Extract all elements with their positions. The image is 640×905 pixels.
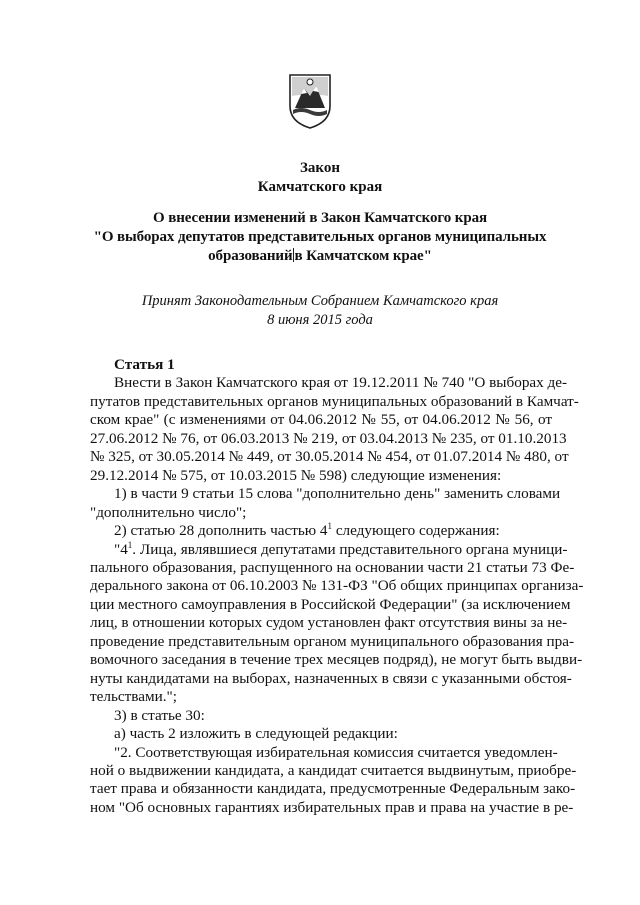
- body-line: путатов представительных органов муниципальных образований в Камчат-: [90, 392, 579, 410]
- body-line: проведение представительным органом муниципального образования пра-: [90, 632, 575, 650]
- adoption-note: [0, 292, 640, 330]
- law-word: Закон: [299, 160, 340, 176]
- body-line: 27.06.2012 № 76, от 06.03.2013 № 219, от 03.04.2013 № 235, от 01.10.2013: [90, 429, 567, 447]
- body-line: лиц, в отношении которых судом установлен факт отсутствия вины за не-: [90, 614, 568, 632]
- law-title: [0, 159, 640, 197]
- text-cursor: [293, 248, 294, 262]
- subject-line-3a: образований: [208, 248, 293, 264]
- body-line: "дополнительно число";: [90, 503, 247, 521]
- superscript: 1: [327, 521, 333, 532]
- body-line: [90, 539, 568, 559]
- body-line: нуты кандидатами на выборах, назначенных в связи с указанными обстоя-: [90, 669, 572, 687]
- body-text-part: "4: [114, 540, 128, 558]
- law-region: Камчатского края: [257, 179, 383, 195]
- body-line: ном "Об основных гарантиях избирательных прав и права на участие в ре-: [90, 798, 574, 816]
- body-line: Внести в Закон Камчатского края от 19.12.2011 № 740 "О выборах де-: [114, 374, 568, 392]
- subject-line-2: "О выборах депутатов представительных органов муниципальных: [93, 229, 547, 245]
- article-heading: Статья 1: [114, 356, 175, 373]
- body-text-part: 2) статью 28 дополнить частью 4: [114, 522, 328, 540]
- body-line: 3) в статье 30:: [114, 706, 205, 724]
- body-line: тает права и обязанности кандидата, предусмотренные Федеральным зако-: [90, 780, 576, 798]
- body-line: ции местного самоуправления в Российской Федерации" (за исключением: [90, 595, 571, 613]
- coat-of-arms-icon: [287, 72, 333, 130]
- body-text-part: следующего содержания:: [332, 522, 500, 540]
- adopted-line-1: Принят Законодательным Собранием Камчатского края: [141, 293, 499, 309]
- superscript: 1: [127, 539, 133, 550]
- subject-line-3b: в Камчатском крае": [294, 248, 432, 264]
- body-line: а) часть 2 изложить в следующей редакции:: [114, 725, 398, 743]
- subject-line-3: [0, 247, 640, 266]
- body-line: № 325, от 30.05.2014 № 449, от 30.05.2014 № 454, от 01.07.2014 № 480, от: [90, 448, 569, 466]
- body-line: ной о выдвижении кандидата, а кандидат считается выдвинутым, приобре-: [90, 761, 577, 779]
- subject-line-1: О внесении изменений в Закон Камчатского края: [152, 210, 487, 226]
- body-line: тельствами.";: [90, 688, 177, 706]
- body-line: пального образования, распущенного на основании части 21 статьи 73 Фе-: [90, 558, 575, 576]
- law-subject: [0, 209, 640, 266]
- body-line: дерального закона от 06.10.2003 № 131-ФЗ "Об общих принципах организа-: [90, 577, 584, 595]
- body-line: вомочного заседания в течение трех месяцев подряд), не могут быть выдви-: [90, 651, 583, 669]
- adopted-date: 8 июня 2015 года: [267, 312, 373, 328]
- body-line: 29.12.2014 № 575, от 10.03.2015 № 598) следующие изменения:: [90, 466, 502, 484]
- body-line: ском крае" (с изменениями от 04.06.2012 № 55, от 04.06.2012 № 56, от: [90, 411, 552, 429]
- body-line: "2. Соответствующая избирательная комиссия считается уведомлен-: [114, 743, 558, 761]
- body-line: 1) в части 9 статьи 15 слова "дополнительно день" заменить словами: [114, 485, 561, 503]
- article-body: [90, 356, 584, 817]
- body-line: [90, 522, 552, 540]
- body-text-part: . Лица, являвшиеся депутатами представительного органа муници-: [132, 540, 568, 558]
